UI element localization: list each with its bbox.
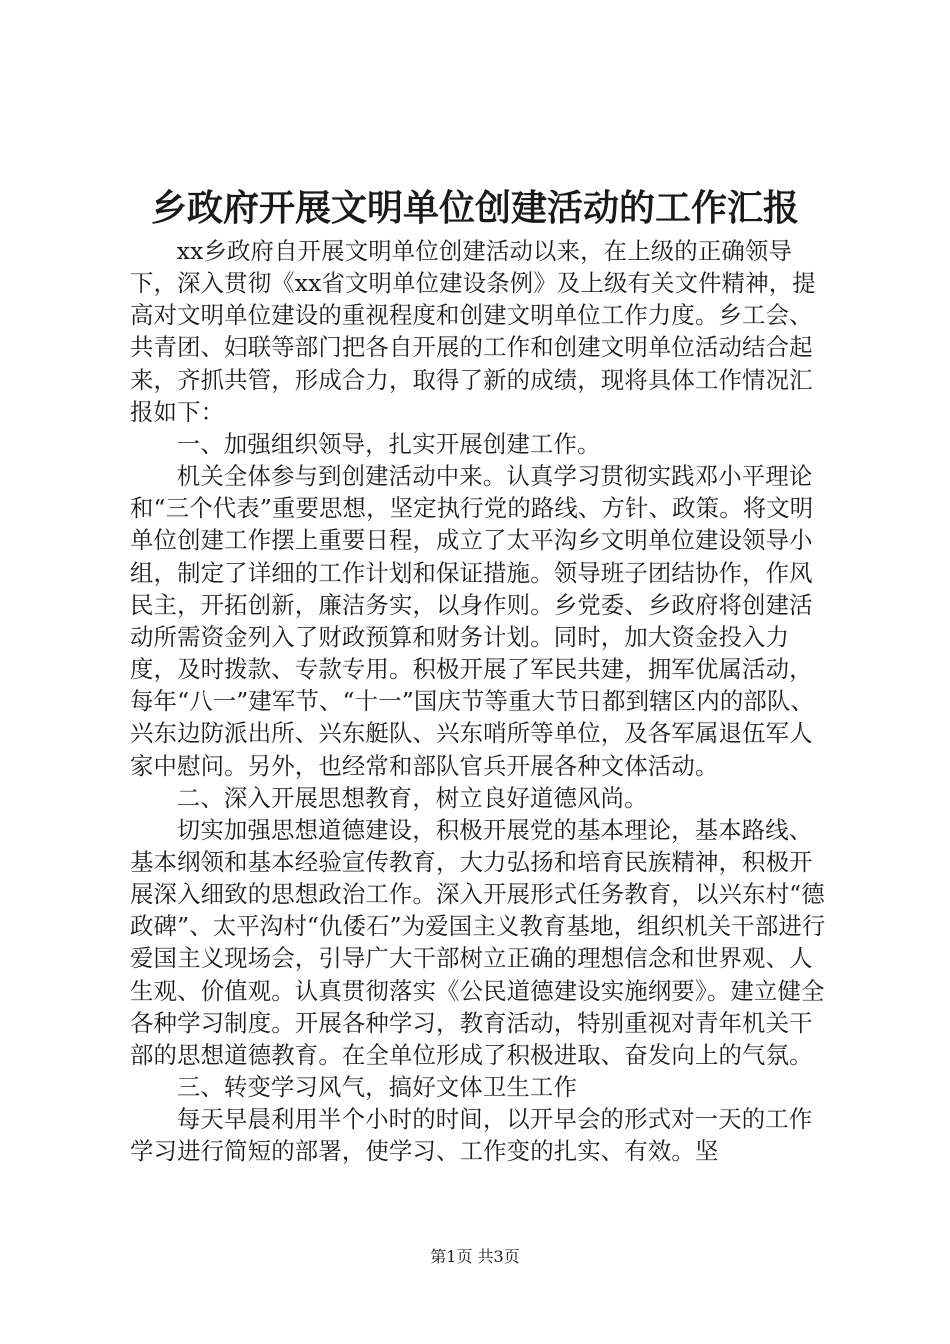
document-body [130, 235, 835, 1168]
section-heading-1: 一、加强组织领导，扎实开展创建工作。 [176, 429, 601, 458]
paragraph-section-2: 切实加强思想道德建设，积极开展党的基本理论，基本路线、基本纲领和基本经验宣传教育，大力弘扬和培育民族精神，积极开展深入细致的思想政治工作。深入开展形式任务教育，以兴东村“德政碑”、太平沟村“仇倭石”为爱国主义教育基地，组织机关干部进行爱国主义现场会，引导广大干部树立正确的理想信念和世界观、人生观、价值观。认真贯彻落实《公民道德建设实施纲要》。建立健全各种学习制度。开展各种学习，教育活动，特别重视对青年机关干部的思想道德教育。在全单位形成了积极进取、奋发向上的气氛。 [130, 815, 826, 1069]
section-heading-3: 三、转变学习风气，搞好文体卫生工作 [176, 1073, 577, 1102]
page-footer [0, 1246, 950, 1268]
document-title: 乡政府开展文明单位创建活动的工作汇报 [150, 187, 799, 229]
paragraph-section-1: 机关全体参与到创建活动中来。认真学习贯彻实践邓小平理论和“三个代表”重要思想，坚定执行党的路线、方针、政策。将文明单位创建工作摆上重要日程，成立了太平沟乡文明单位建设领导小组，制定了详细的工作计划和保证措施。领导班子团结协作，作风民主，开拓创新，廉洁务实，以身作则。乡党委、乡政府将创建活动所需资金列入了财政预算和财务计划。同时，加大资金投入力度，及时拨款、专款专用。积极开展了军民共建，拥军优属活动，每年“八一”建军节、“十一”国庆节等重大节日都到辖区内的部队、兴东边防派出所、兴东艇队、兴东哨所等单位，及各军属退伍军人家中慰问。另外，也经常和部队官兵开展各种文体活动。 [130, 462, 815, 780]
paragraph-intro: xx乡政府自开展文明单位创建活动以来，在上级的正确领导下，深入贯彻《xx省文明单位建设条例》及上级有关文件精神，提高对文明单位建设的重视程度和创建文明单位工作力度。乡工会、共青团、妇联等部门把各自开展的工作和创建文明单位活动结合起来，齐抓共管，形成合力，取得了新的成绩，现将具体工作情况汇报如下： [130, 237, 816, 426]
paragraph-section-3: 每天早晨利用半个小时的时间，以开早会的形式对一天的工作学习进行简短的部署，使学习、工作变的扎实、有效。坚 [130, 1105, 813, 1166]
section-heading-2: 二、深入开展思想教育，树立良好道德风尚。 [176, 783, 648, 812]
page-number-label: 第1页 共3页 [430, 1247, 520, 1266]
